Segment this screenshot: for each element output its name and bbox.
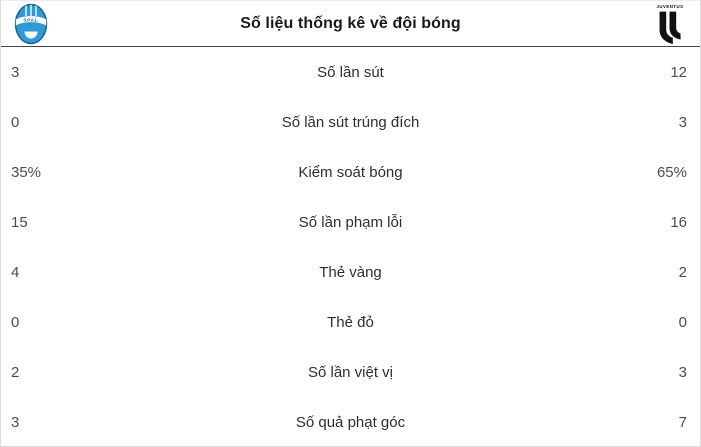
- home-value: 15: [11, 213, 28, 231]
- juventus-logo-icon: [650, 4, 690, 44]
- stat-row-shots: [1, 47, 700, 97]
- juventus-logo-text: JUVENTUS: [656, 3, 684, 9]
- stat-row-shots-on-target: [1, 97, 700, 147]
- away-value: 65%: [656, 163, 687, 181]
- home-value: 0: [11, 313, 20, 331]
- stat-row-offsides: [1, 347, 700, 397]
- stat-label: Thẻ vàng: [319, 263, 382, 281]
- stat-row-yellow-cards: [1, 247, 700, 297]
- away-value: 3: [678, 363, 687, 381]
- stat-row-possession: [1, 147, 700, 197]
- spal-logo-icon: [11, 4, 51, 44]
- spal-logo-text: S.P.A.L.: [23, 17, 39, 23]
- stats-title: Số liệu thống kê về đội bóng: [240, 14, 461, 32]
- away-value: 7: [678, 413, 687, 431]
- away-value: 2: [678, 263, 687, 281]
- home-value: 35%: [11, 163, 42, 181]
- stat-label: Số lần việt vị: [307, 363, 394, 381]
- stat-row-fouls: [1, 197, 700, 247]
- stat-label: Số lần sút trúng đích: [281, 113, 420, 131]
- stat-row-red-cards: [1, 297, 700, 347]
- away-value: 0: [678, 313, 687, 331]
- home-value: 4: [11, 263, 20, 281]
- stat-label: Số lần phạm lỗi: [298, 213, 403, 231]
- stat-label: Số lần sút: [317, 63, 384, 81]
- away-value: 3: [678, 113, 687, 131]
- stat-label: Số quả phạt góc: [295, 413, 406, 431]
- stat-label: Thẻ đỏ: [327, 313, 374, 331]
- away-value: 16: [670, 213, 687, 231]
- stat-row-corners: [1, 397, 700, 447]
- stats-header: [1, 1, 700, 47]
- home-value: 3: [11, 63, 20, 81]
- stats-rows: [1, 47, 700, 447]
- home-value: 2: [11, 363, 20, 381]
- away-value: 12: [670, 63, 687, 81]
- home-value: 3: [11, 413, 20, 431]
- home-value: 0: [11, 113, 20, 131]
- stat-label: Kiểm soát bóng: [298, 163, 403, 181]
